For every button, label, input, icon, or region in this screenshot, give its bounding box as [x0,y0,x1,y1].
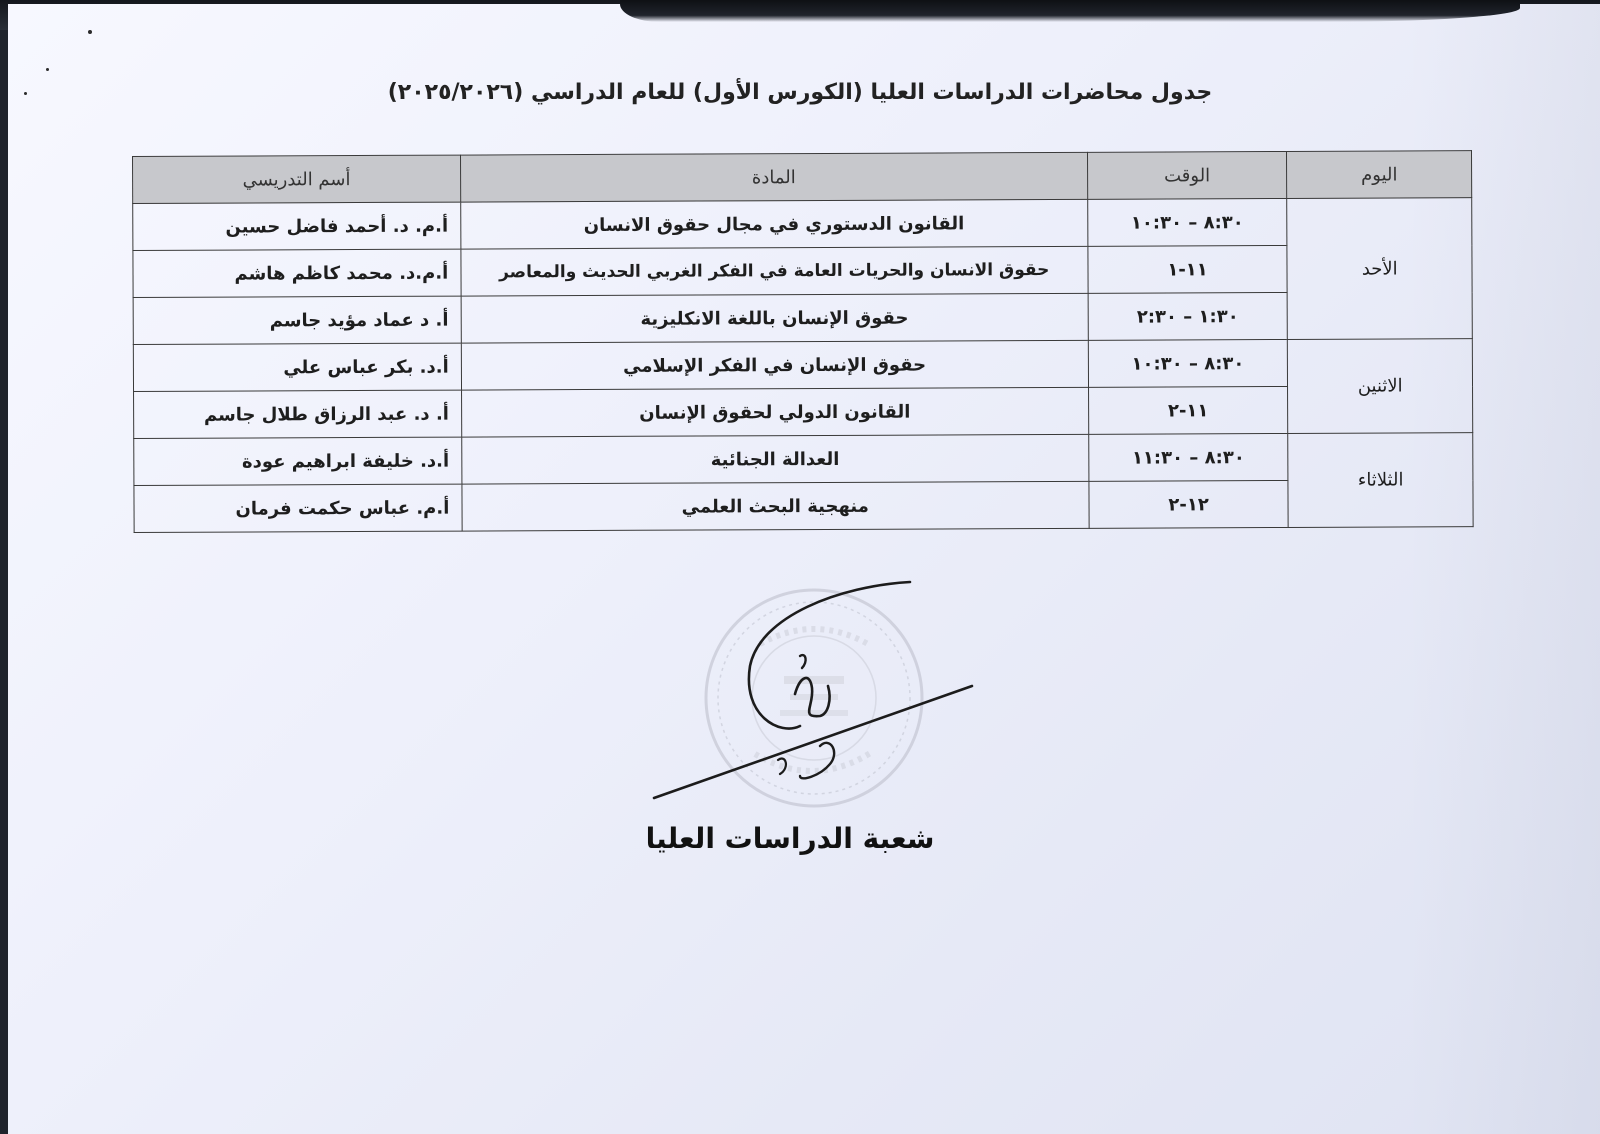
time-cell: ١١-١ [1088,245,1288,293]
speck [88,30,92,34]
time-cell: ١١-٢ [1088,386,1288,434]
header-day: اليوم [1287,151,1472,199]
subject-cell: منهجية البحث العلمي [462,481,1089,531]
teacher-cell: أ.م. د. أحمد فاضل حسين [133,202,461,250]
table-row [133,245,1472,298]
subject-cell: القانون الدولي لحقوق الإنسان [461,387,1088,437]
paper-top-edge-shadow [620,0,1520,22]
header-subject: المادة [460,152,1087,202]
teacher-cell: أ.م.د. محمد كاظم هاشم [133,249,461,297]
time-cell: ١٢-٢ [1089,480,1289,528]
subject-cell: حقوق الإنسان باللغة الانكليزية [461,293,1088,343]
teacher-cell: أ.د. خليفة ابراهيم عودة [134,437,462,485]
speck [46,68,49,71]
table-row [133,292,1472,345]
schedule-table [132,150,1474,533]
teacher-cell: أ.د. بكر عباس علي [133,343,461,391]
subject-cell: حقوق الانسان والحريات العامة في الفكر الغربي الحديث والمعاصر [461,246,1088,296]
table-row [133,198,1472,251]
time-cell: ٨:٣٠ – ١١:٣٠ [1088,433,1288,481]
subject-cell: القانون الدستوري في مجال حقوق الانسان [461,199,1088,249]
subject-cell: حقوق الإنسان في الفكر الإسلامي [461,340,1088,390]
handwritten-signature-icon [650,576,980,806]
time-cell: ٨:٣٠ – ١٠:٣٠ [1088,339,1288,387]
teacher-cell: أ.م. عباس حكمت فرمان [134,484,462,532]
table-row [134,480,1473,533]
table-row [134,433,1473,486]
header-teacher: أسم التدريسي [133,155,461,203]
day-tuesday: الثلاثاء [1288,433,1473,528]
time-cell: ١:٣٠ – ٢:٣٠ [1088,292,1288,340]
table-header-row [133,151,1472,204]
day-monday: الاثنين [1288,339,1473,434]
teacher-cell: أ. د. عبد الرزاق طلال جاسم [134,390,462,438]
department-footer: شعبة الدراسات العليا [645,822,935,855]
time-cell: ٨:٣٠ – ١٠:٣٠ [1087,198,1287,246]
table-row [134,386,1473,439]
day-sunday: الأحد [1287,198,1472,340]
teacher-cell: أ. د عماد مؤيد جاسم [133,296,461,344]
speck [24,92,27,95]
table-row [133,339,1472,392]
subject-cell: العدالة الجنائية [462,434,1089,484]
header-time: الوقت [1087,151,1287,199]
document-title: جدول محاضرات الدراسات العليا (الكورس الأول) للعام الدراسي (٢٠٢٥/٢٠٢٦) [387,80,1213,105]
